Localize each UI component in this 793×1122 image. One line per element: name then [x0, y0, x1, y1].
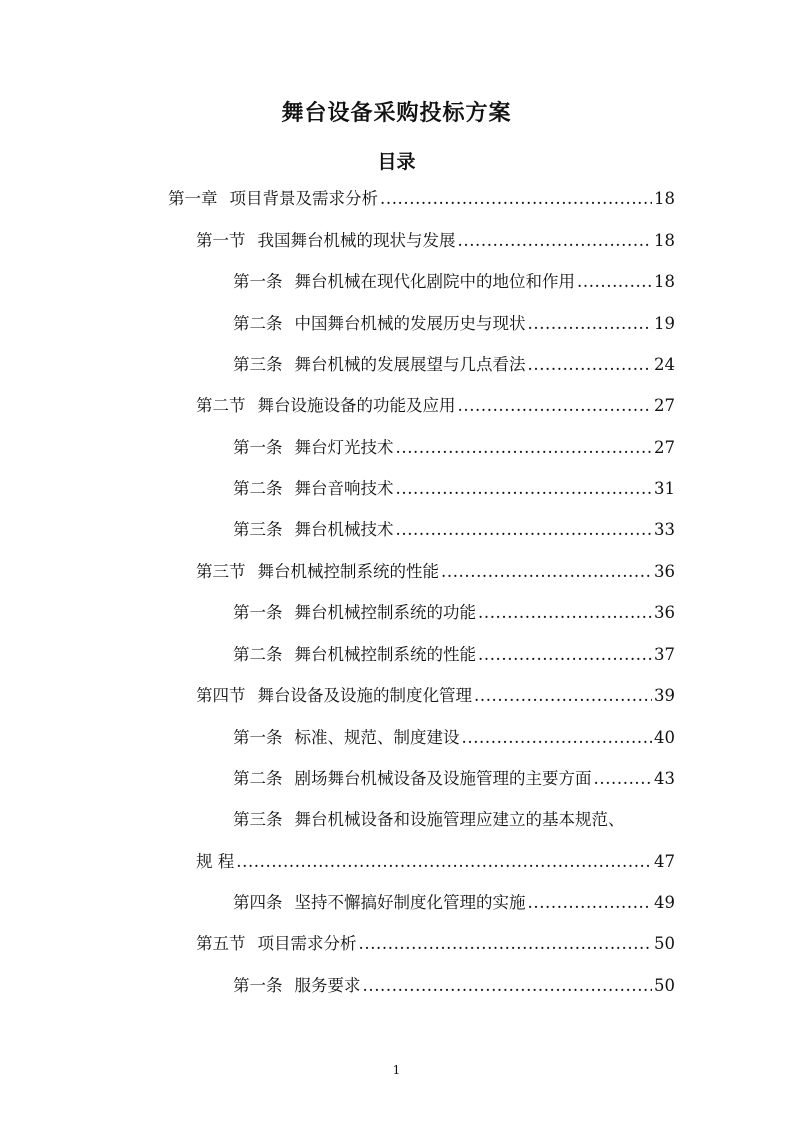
toc-leader-dots [474, 684, 652, 708]
toc-entry[interactable] [233, 643, 675, 667]
toc-leader-dots [396, 477, 653, 501]
toc-entry-number: 第二条 [233, 769, 283, 788]
toc-entry-title: 舞台机械控制系统的功能 [294, 603, 476, 622]
toc-entry-number: 第四节 [196, 686, 246, 705]
toc-leader-dots [236, 850, 652, 874]
toc-leader-dots [594, 767, 653, 791]
toc-entry-title: 剧场舞台机械设备及设施管理的主要方面 [294, 769, 592, 788]
toc-entry-page: 19 [654, 314, 675, 333]
toc-entry-number: 第二条 [233, 479, 283, 498]
toc-entry[interactable] [168, 187, 675, 211]
toc-entry[interactable] [233, 477, 675, 501]
toc-entry-number: 第二条 [233, 314, 283, 333]
toc-entry-page: 33 [654, 520, 675, 539]
toc-entry-title: 项目背景及需求分析 [229, 189, 378, 208]
toc-leader-dots [462, 726, 653, 750]
toc-entry-wrapped-first-line[interactable] [233, 808, 625, 832]
toc-leader-dots [458, 394, 653, 418]
toc-entry[interactable] [196, 684, 675, 708]
toc-entry-title: 舞台机械设备和设施管理应建立的基本规范、 [294, 810, 625, 829]
toc-leader-dots [441, 560, 652, 584]
toc-entry-number: 第三条 [233, 355, 283, 374]
toc-entry-page: 47 [654, 852, 675, 871]
toc-entry-title: 舞台机械技术 [294, 520, 394, 539]
toc-entry-page: 40 [654, 728, 675, 747]
toc-leader-dots [380, 187, 652, 211]
toc-entry-title: 标准、规范、制度建设 [294, 728, 460, 747]
document-title: 舞台设备采购投标方案 [281, 101, 512, 126]
toc-leader-dots [359, 932, 653, 956]
toc-entry-page: 50 [654, 976, 675, 995]
toc-entry[interactable] [233, 518, 675, 542]
toc-leader-dots [528, 353, 653, 377]
toc-leader-dots [577, 270, 652, 294]
toc-entry-title: 服务要求 [294, 976, 361, 995]
toc-entry[interactable] [233, 353, 675, 377]
toc-entry-number: 第一条 [233, 603, 283, 622]
toc-entry-number: 第二节 [196, 396, 246, 415]
toc-entry-title: 舞台灯光技术 [294, 438, 394, 457]
toc-entry-title: 舞台机械控制系统的性能 [257, 562, 439, 581]
toc-entry[interactable] [196, 560, 675, 584]
toc-entry-page: 18 [654, 189, 675, 208]
toc-entry-page: 24 [654, 355, 675, 374]
toc-entry-number: 第三节 [196, 562, 246, 581]
toc-entry[interactable] [196, 229, 675, 253]
toc-heading: 目录 [377, 151, 416, 173]
toc-entry-number: 第一条 [233, 728, 283, 747]
toc-entry[interactable] [233, 726, 675, 750]
toc-entry-number: 第二条 [233, 645, 283, 664]
toc-entry[interactable] [233, 601, 675, 625]
toc-leader-dots [363, 974, 653, 998]
toc-entry-number: 第一条 [233, 272, 283, 291]
toc-entry[interactable] [233, 767, 675, 791]
toc-leader-dots [478, 601, 652, 625]
toc-entry-title: 中国舞台机械的发展历史与现状 [294, 314, 526, 333]
toc-entry[interactable] [233, 436, 675, 460]
toc-entry-number: 第一条 [233, 438, 283, 457]
toc-entry-number: 第一节 [196, 231, 246, 250]
toc-entry[interactable] [233, 312, 675, 336]
toc-entry-page: 49 [654, 893, 675, 912]
toc-entry-number: 第三条 [233, 520, 283, 539]
toc-entry-page: 36 [654, 562, 675, 581]
toc-entry-page: 27 [654, 438, 675, 457]
toc-entry[interactable] [233, 974, 675, 998]
toc-entry-title: 舞台机械在现代化剧院中的地位和作用 [294, 272, 575, 291]
toc-entry-page: 27 [654, 396, 675, 415]
toc-leader-dots [396, 436, 653, 460]
toc-entry-page: 36 [654, 603, 675, 622]
toc-entry-page: 18 [654, 272, 675, 291]
toc-entry-page: 39 [654, 686, 675, 705]
toc-leader-dots [528, 891, 653, 915]
toc-entry-title: 舞台设施设备的功能及应用 [257, 396, 456, 415]
toc-entry-title: 舞台机械控制系统的性能 [294, 645, 476, 664]
toc-entry-title-continuation: 规 程 [196, 852, 235, 871]
toc-entry-number: 第一条 [233, 976, 283, 995]
toc-entry-number: 第四条 [233, 893, 283, 912]
toc-entry-page: 37 [654, 645, 675, 664]
toc-entry-number: 第五节 [196, 934, 246, 953]
toc-entry-page: 50 [654, 934, 675, 953]
toc-entry[interactable] [196, 932, 675, 956]
toc-entry-title: 项目需求分析 [257, 934, 357, 953]
toc-entry[interactable] [233, 891, 675, 915]
toc-leader-dots [396, 518, 653, 542]
toc-entry-number: 第一章 [168, 189, 218, 208]
toc-entry-title: 舞台机械的发展展望与几点看法 [294, 355, 526, 374]
toc-leader-dots [458, 229, 653, 253]
toc-entry[interactable] [196, 394, 675, 418]
page-number: 1 [392, 1063, 401, 1077]
toc-entry-page: 18 [654, 231, 675, 250]
toc-leader-dots [528, 312, 653, 336]
toc-entry-number: 第三条 [233, 810, 283, 829]
toc-entry-title: 坚持不懈搞好制度化管理的实施 [294, 893, 526, 912]
toc-entry-page: 31 [654, 479, 675, 498]
toc-entry-wrapped-continuation[interactable] [196, 850, 675, 874]
toc-entry[interactable] [233, 270, 675, 294]
toc-leader-dots [478, 643, 652, 667]
toc-entry-page: 43 [654, 769, 675, 788]
toc-entry-title: 舞台音响技术 [294, 479, 394, 498]
toc-entry-title: 我国舞台机械的现状与发展 [257, 231, 456, 250]
toc-entry-title: 舞台设备及设施的制度化管理 [257, 686, 472, 705]
